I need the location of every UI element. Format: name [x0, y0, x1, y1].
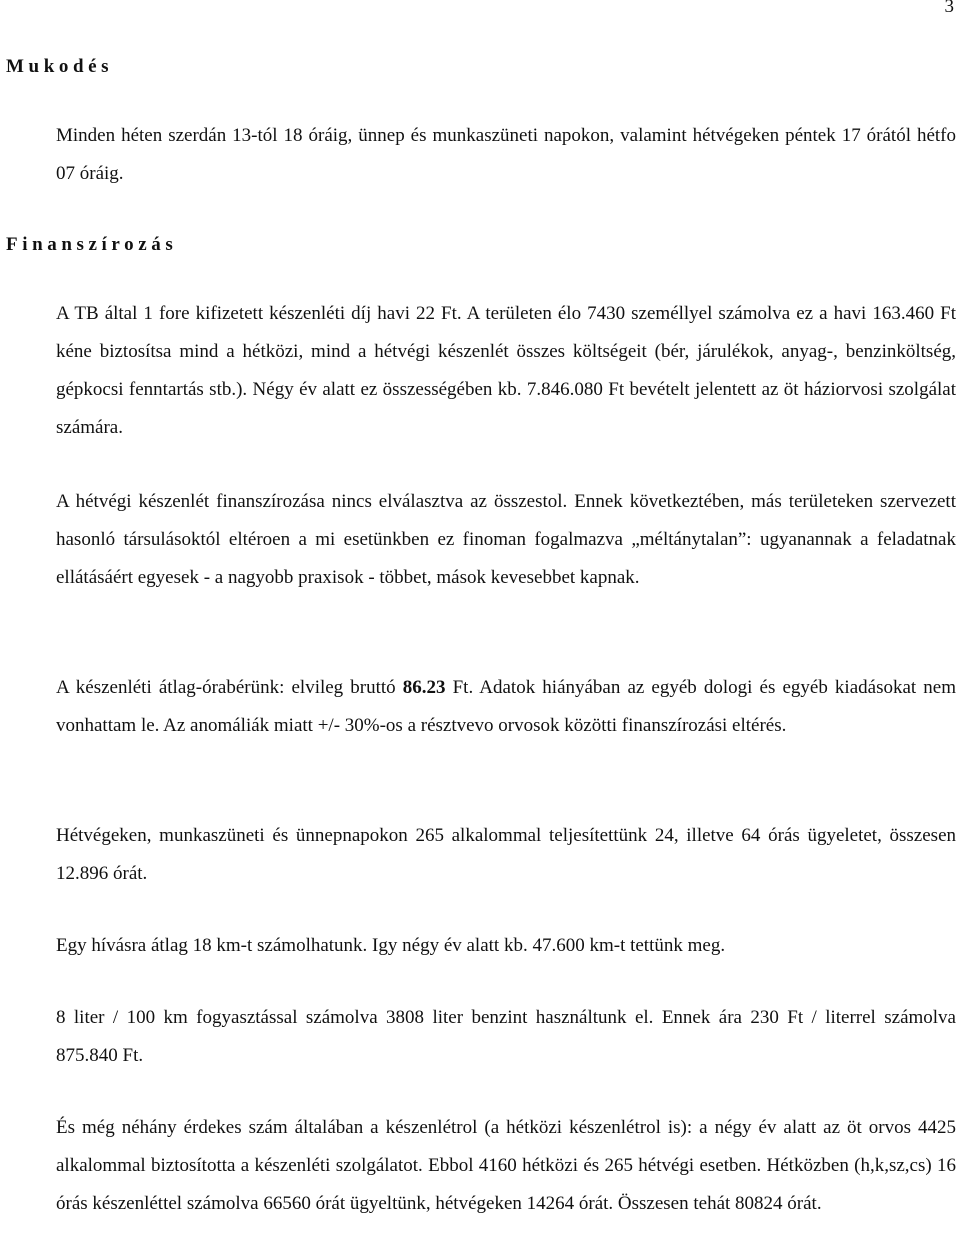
hourly-rate-value: 86.23	[402, 677, 446, 698]
section-title-mukodes: Mukodés	[6, 56, 114, 77]
paragraph-hourly-rate	[56, 669, 956, 745]
paragraph-weekend-shifts: Hétvégeken, munkaszüneti és ünnepnapokon 265 alkalommal teljesítettünk 24, illetve 64 órás ügyeletet, összesen 12.896 órát.	[56, 825, 956, 884]
paragraph-distance: Egy hívásra átlag 18 km-t számolhatunk. Igy négy év alatt kb. 47.600 km-t tettünk meg.	[56, 935, 726, 956]
page-number: 3	[944, 0, 954, 17]
paragraph-statistics: És még néhány érdekes szám általában a készenlétrol (a hétközi készenlétrol is): a négy év alatt az öt orvos 4425 alkalommal biztosította a készenléti szolgálatot. Ebbol 4160 hétközi és 265 hétvégi esetben. Hétközben (h,k,sz,cs) 16 órás készenléttel számolva 66560 órát ügyeltünk, hétvégeken 14264 órát. Összesen tehát 80824 órát.	[56, 1117, 956, 1214]
rate-text-after: Ft. Adatok hiányában az egyéb dologi és egyéb kiadásokat nem vonhattam le. Az anomáliák miatt +/- 30%-os a résztvevo orvosok közötti finanszírozási eltérés.	[56, 677, 956, 736]
paragraph-weekend-funding: A hétvégi készenlét finanszírozása nincs elválasztva az összestol. Ennek következtében, más területeken szervezett hasonló társulásoktól eltéroen a mi esetünkben ez finoman fogalmazva „méltánytalan”: ugyanannak a feladatnak ellátásáért egyesek - a nagyobb praxisok - többet, mások kevesebbet kapnak.	[56, 491, 956, 588]
paragraph-schedule: Minden héten szerdán 13-tól 18 óráig, ünnep és munkaszüneti napokon, valamint hétvégeken péntek 17 órától hétfo 07 óráig.	[56, 125, 956, 184]
section-title-finanszirozas: Finanszírozás	[6, 234, 178, 255]
paragraph-funding: A TB által 1 fore kifizetett készenléti díj havi 22 Ft. A területen élo 7430 személlyel számolva ez a havi 163.460 Ft kéne biztosítsa mind a hétközi, mind a hétvégi készenlét összes költségeit (bér, járulékok, anyag-, benzinköltség, gépkocsi fenntartás stb.). Négy év alatt ez összességében kb. 7.846.080 Ft bevételt jelentett az öt háziorvosi szolgálat számára.	[56, 303, 956, 438]
paragraph-fuel: 8 liter / 100 km fogyasztással számolva 3808 liter benzint használtunk el. Ennek ára 230 Ft / literrel számolva 875.840 Ft.	[56, 1007, 956, 1066]
rate-text-before: A készenléti átlag-órabérünk: elvileg bruttó	[56, 677, 403, 698]
